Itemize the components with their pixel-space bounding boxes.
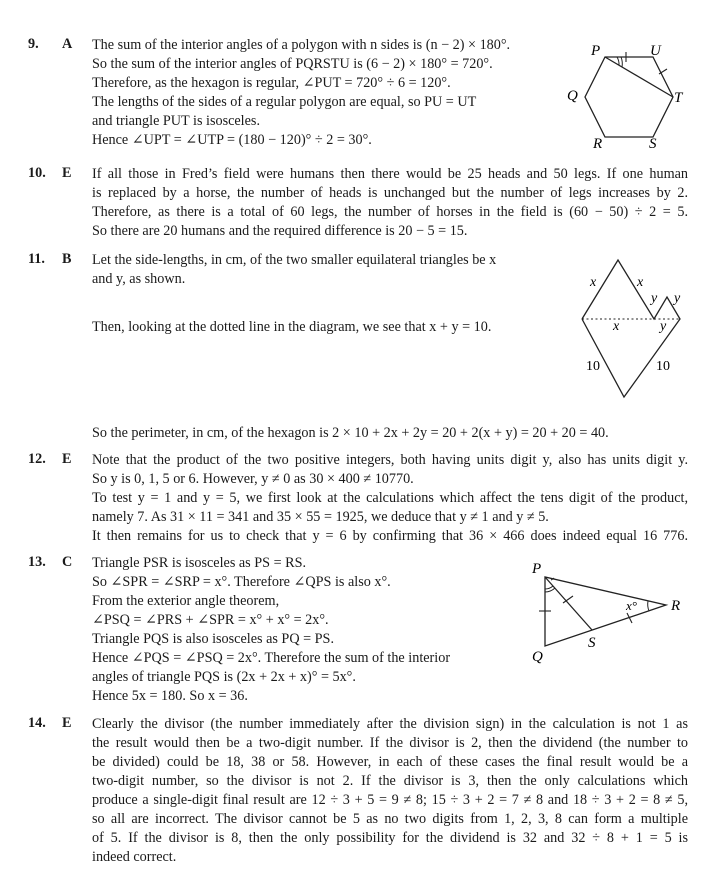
vertex-label: Q [532, 649, 543, 665]
vertex-label: P [532, 561, 542, 577]
answer-letter: E [62, 715, 72, 731]
segment-label-y: y [660, 319, 667, 334]
vertex-label: S [588, 635, 596, 651]
solution-line: Therefore, as the hexagon is regular, ∠PUT = 720° ÷ 6 = 120°. [92, 75, 451, 91]
answer-letter: C [62, 554, 73, 570]
answer-letter: E [62, 165, 72, 181]
angle-label: x° [626, 598, 637, 613]
solution-line: Hence ∠PQS = ∠PSQ = 2x°. Therefore the sum of the interior [92, 650, 451, 666]
solution-line: Hence ∠UPT = ∠UTP = (180 − 120)° ÷ 2 = 30°. [92, 132, 372, 148]
solution-line: Then, looking at the dotted line in the diagram, we see that x + y = 10. [92, 319, 492, 335]
question-number: 10. [28, 165, 46, 181]
side-label-x: x [590, 275, 597, 290]
question-number: 11. [28, 251, 45, 267]
vertex-label: P [591, 43, 601, 59]
side-label-x: x [637, 275, 644, 290]
question-number: 13. [28, 554, 46, 570]
answer-letter: A [62, 36, 73, 52]
solution-line: be divided) could be 18, 38 or 58. However, in each of these cases the final result would be a [92, 754, 688, 770]
vertex-label: R [593, 136, 603, 152]
vertex-label: U [650, 43, 661, 59]
solution-text [92, 424, 688, 443]
segment-label-x: x [613, 319, 620, 334]
side-label-10: 10 [586, 359, 600, 374]
solution-line: is replaced by a horse, the number of heads is unchanged but the number of legs increases by 2. [92, 185, 688, 201]
solution-line: Let the side-lengths, in cm, of the two smaller equilateral triangles be x [92, 252, 497, 268]
solution-line: From the exterior angle theorem, [92, 593, 280, 609]
solution-line: and y, as shown. [92, 271, 186, 287]
solution-line: two-digit number, so the divisor is not 2. If the divisor is 3, then the only calculations which [92, 773, 688, 789]
vertex-label: R [671, 598, 681, 614]
solution-line: To test y = 1 and y = 5, we first look at the calculations which affect the tens digit of the product, [92, 490, 688, 506]
vertex-label: Q [567, 88, 578, 104]
answer-letter: E [62, 451, 72, 467]
question-number: 12. [28, 451, 46, 467]
side-label-10: 10 [656, 359, 670, 374]
solution-line: So y is 0, 1, 5 or 6. However, y ≠ 0 as 30 × 400 ≠ 10770. [92, 471, 414, 487]
solution-line: so all are incorrect. The divisor cannot be 5 as no two digits from 1, 2, 3, 8 can form a multiple [92, 811, 688, 827]
solution-line: Hence 5x = 180. So x = 36. [92, 688, 248, 704]
solution-line: indeed correct. [92, 849, 177, 865]
solution-text [92, 165, 688, 241]
solution-line: of 5. If the divisor is 8, then the only possibility for the dividend is 32 and 32 ÷ 8 + 1 = 5 is [92, 830, 688, 846]
vertex-label: T [674, 90, 683, 106]
vertex-label: S [649, 136, 657, 152]
side-label-y: y [674, 291, 681, 306]
solution-text [92, 451, 688, 546]
solution-line: It then remains for us to check that y = 6 by confirming that 36 × 466 does indeed equal 16 776. [92, 528, 688, 544]
solution-line: Therefore, as there is a total of 60 legs, the number of horses in the field is (60 − 50) ÷ 2 = 5. [92, 204, 688, 220]
solution-text [92, 715, 688, 867]
question-number: 9. [28, 36, 39, 52]
solution-line: angles of triangle PQS is (2x + 2x + x)° = 5x°. [92, 669, 356, 685]
solution-line: the result would then be a two-digit number. If the divisor is 2, then the dividend (the number to [92, 735, 688, 751]
solution-line: and triangle PUT is isosceles. [92, 113, 260, 129]
hexagon-diagram [560, 40, 700, 150]
solution-line: If all those in Fred’s field were humans then there would be 25 heads and 50 legs. If one human [92, 166, 688, 182]
solution-line: The lengths of the sides of a regular polygon are equal, so PU = UT [92, 94, 477, 110]
solution-line: Triangle PQS is also isosceles as PQ = PS. [92, 631, 334, 647]
solution-line: Triangle PSR is isosceles as PS = RS. [92, 555, 307, 571]
solution-line: Note that the product of the two positive integers, both having units digit y, also has units digit y. [92, 452, 688, 468]
solution-line: Clearly the divisor (the number immediately after the division sign) in the calculation is not 1 as [92, 716, 688, 732]
question-number: 14. [28, 715, 46, 731]
hexagon-triangles-diagram [572, 250, 692, 410]
solution-line: produce a single-digit final result are 12 ÷ 3 + 5 = 9 ≠ 8; 15 ÷ 3 + 2 = 7 ≠ 8 and 18 ÷ 3 + 2 = 8 ≠ 5, [92, 792, 688, 808]
solution-line: So the sum of the interior angles of PQRSTU is (6 − 2) × 180° = 720°. [92, 56, 493, 72]
triangle-diagram [522, 558, 702, 670]
solution-line: So ∠SPR = ∠SRP = x°. Therefore ∠QPS is also x°. [92, 574, 391, 590]
answer-letter: B [62, 251, 72, 267]
side-label-y: y [651, 291, 658, 306]
solution-line: The sum of the interior angles of a polygon with n sides is (n − 2) × 180°. [92, 37, 511, 53]
solution-line: So the perimeter, in cm, of the hexagon is 2 × 10 + 2x + 2y = 20 + 2(x + y) = 20 + 20 = 40. [92, 425, 609, 441]
solution-line: ∠PSQ = ∠PRS + ∠SPR = x° + x° = 2x°. [92, 612, 329, 628]
solution-line: namely 7. As 31 × 11 = 341 and 35 × 55 = 1925, we deduce that y ≠ 1 and y ≠ 5. [92, 509, 549, 525]
solution-line: So there are 20 humans and the required difference is 20 − 5 = 15. [92, 223, 468, 239]
